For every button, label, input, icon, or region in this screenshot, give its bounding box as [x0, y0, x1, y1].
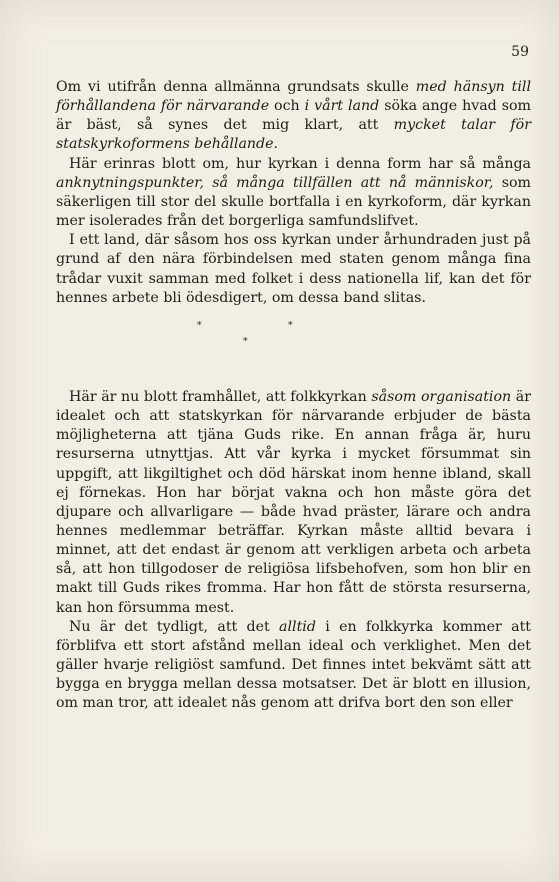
text-run: Här erinras blott om, hur kyrkan i denna form har så många [69, 155, 531, 172]
page-number: 59 [511, 44, 529, 60]
italic-text: mycket talar för statskyrkoformens behållande. [56, 117, 532, 153]
section-divider [56, 308, 531, 388]
paragraph [56, 78, 531, 155]
text-run: I ett land, där såsom hos oss kyrkan under århundraden just på grund af den nära förbindelsen med staten genom många fina trådar vuxit samman med folket i dess nationella lif, kan det för hennes arbete bli ödesdigert, om dessa band slitas. [56, 232, 531, 306]
italic-text: i vårt land [304, 98, 380, 115]
text-run: är idealet och att statskyrkan för närvarande erbjuder de bästa möjligheterna att tjäna Guds rike. En annan fråga är, huru resurserna utnyttjas. Att vår kyrka i mycket försummat sin uppgift, att likgiltighet och död härskat inom henne ibland, skall ej förnekas. Hon har börjat vakna och hon måste göra det djupare och allvarligare — både hvad präster, lärare och andra hennes medlemmar beträffar. Kyrkan måste alltid bevara i minnet, att det endast är genom att verkligen arbeta och arbeta så, att hon tillgodoser de religiösa lifsbehofven, som hon blir en makt till Guds rikes fromma. Har hon fått de största resurserna, kan hon försumma mest. [56, 388, 531, 616]
text-run: Om vi utifrån denna allmänna grundsats skulle [56, 79, 416, 95]
section-bottom [56, 388, 531, 714]
italic-text: alltid [279, 618, 316, 635]
body-text [56, 78, 531, 714]
paragraph [56, 618, 531, 714]
text-run: söka ange hvad som är bäst, så synes det mig klart, att [56, 98, 531, 134]
text-run: i en folkkyrka kommer att förblifva ett stort afstånd mellan ideal och verklighet. Men det gäller hvarje religiöst samfund. Det finnes intet bekvämt sätt att bygga en brygga mellan dessa motsatser. Det är blott en illusion, om man tror, att idealet nås genom att drifva bort den son eller [56, 618, 531, 712]
asterisk: * [288, 320, 293, 331]
paragraph [56, 388, 531, 618]
paragraph [56, 231, 531, 308]
paragraph [56, 155, 531, 232]
text-run: Nu är det tydligt, att det [69, 618, 280, 635]
italic-text: anknytningspunkter, så många tillfällen att nå människor, [56, 174, 494, 191]
italic-text: såsom organisation [371, 388, 512, 405]
text-run: och [269, 98, 305, 115]
text-run: Här är nu blott framhållet, att folkkyrkan [69, 388, 372, 405]
section-top [56, 78, 531, 308]
asterisk: * [243, 336, 248, 347]
italic-text: med hänsyn till förhållandena för närvarande [56, 79, 531, 115]
text-run: som säkerligen till stor del skulle bortfalla i en kyrkoform, där kyrkan mer isolerades från det borgerliga samfundslifvet. [56, 174, 531, 230]
asterisk: * [197, 320, 202, 331]
